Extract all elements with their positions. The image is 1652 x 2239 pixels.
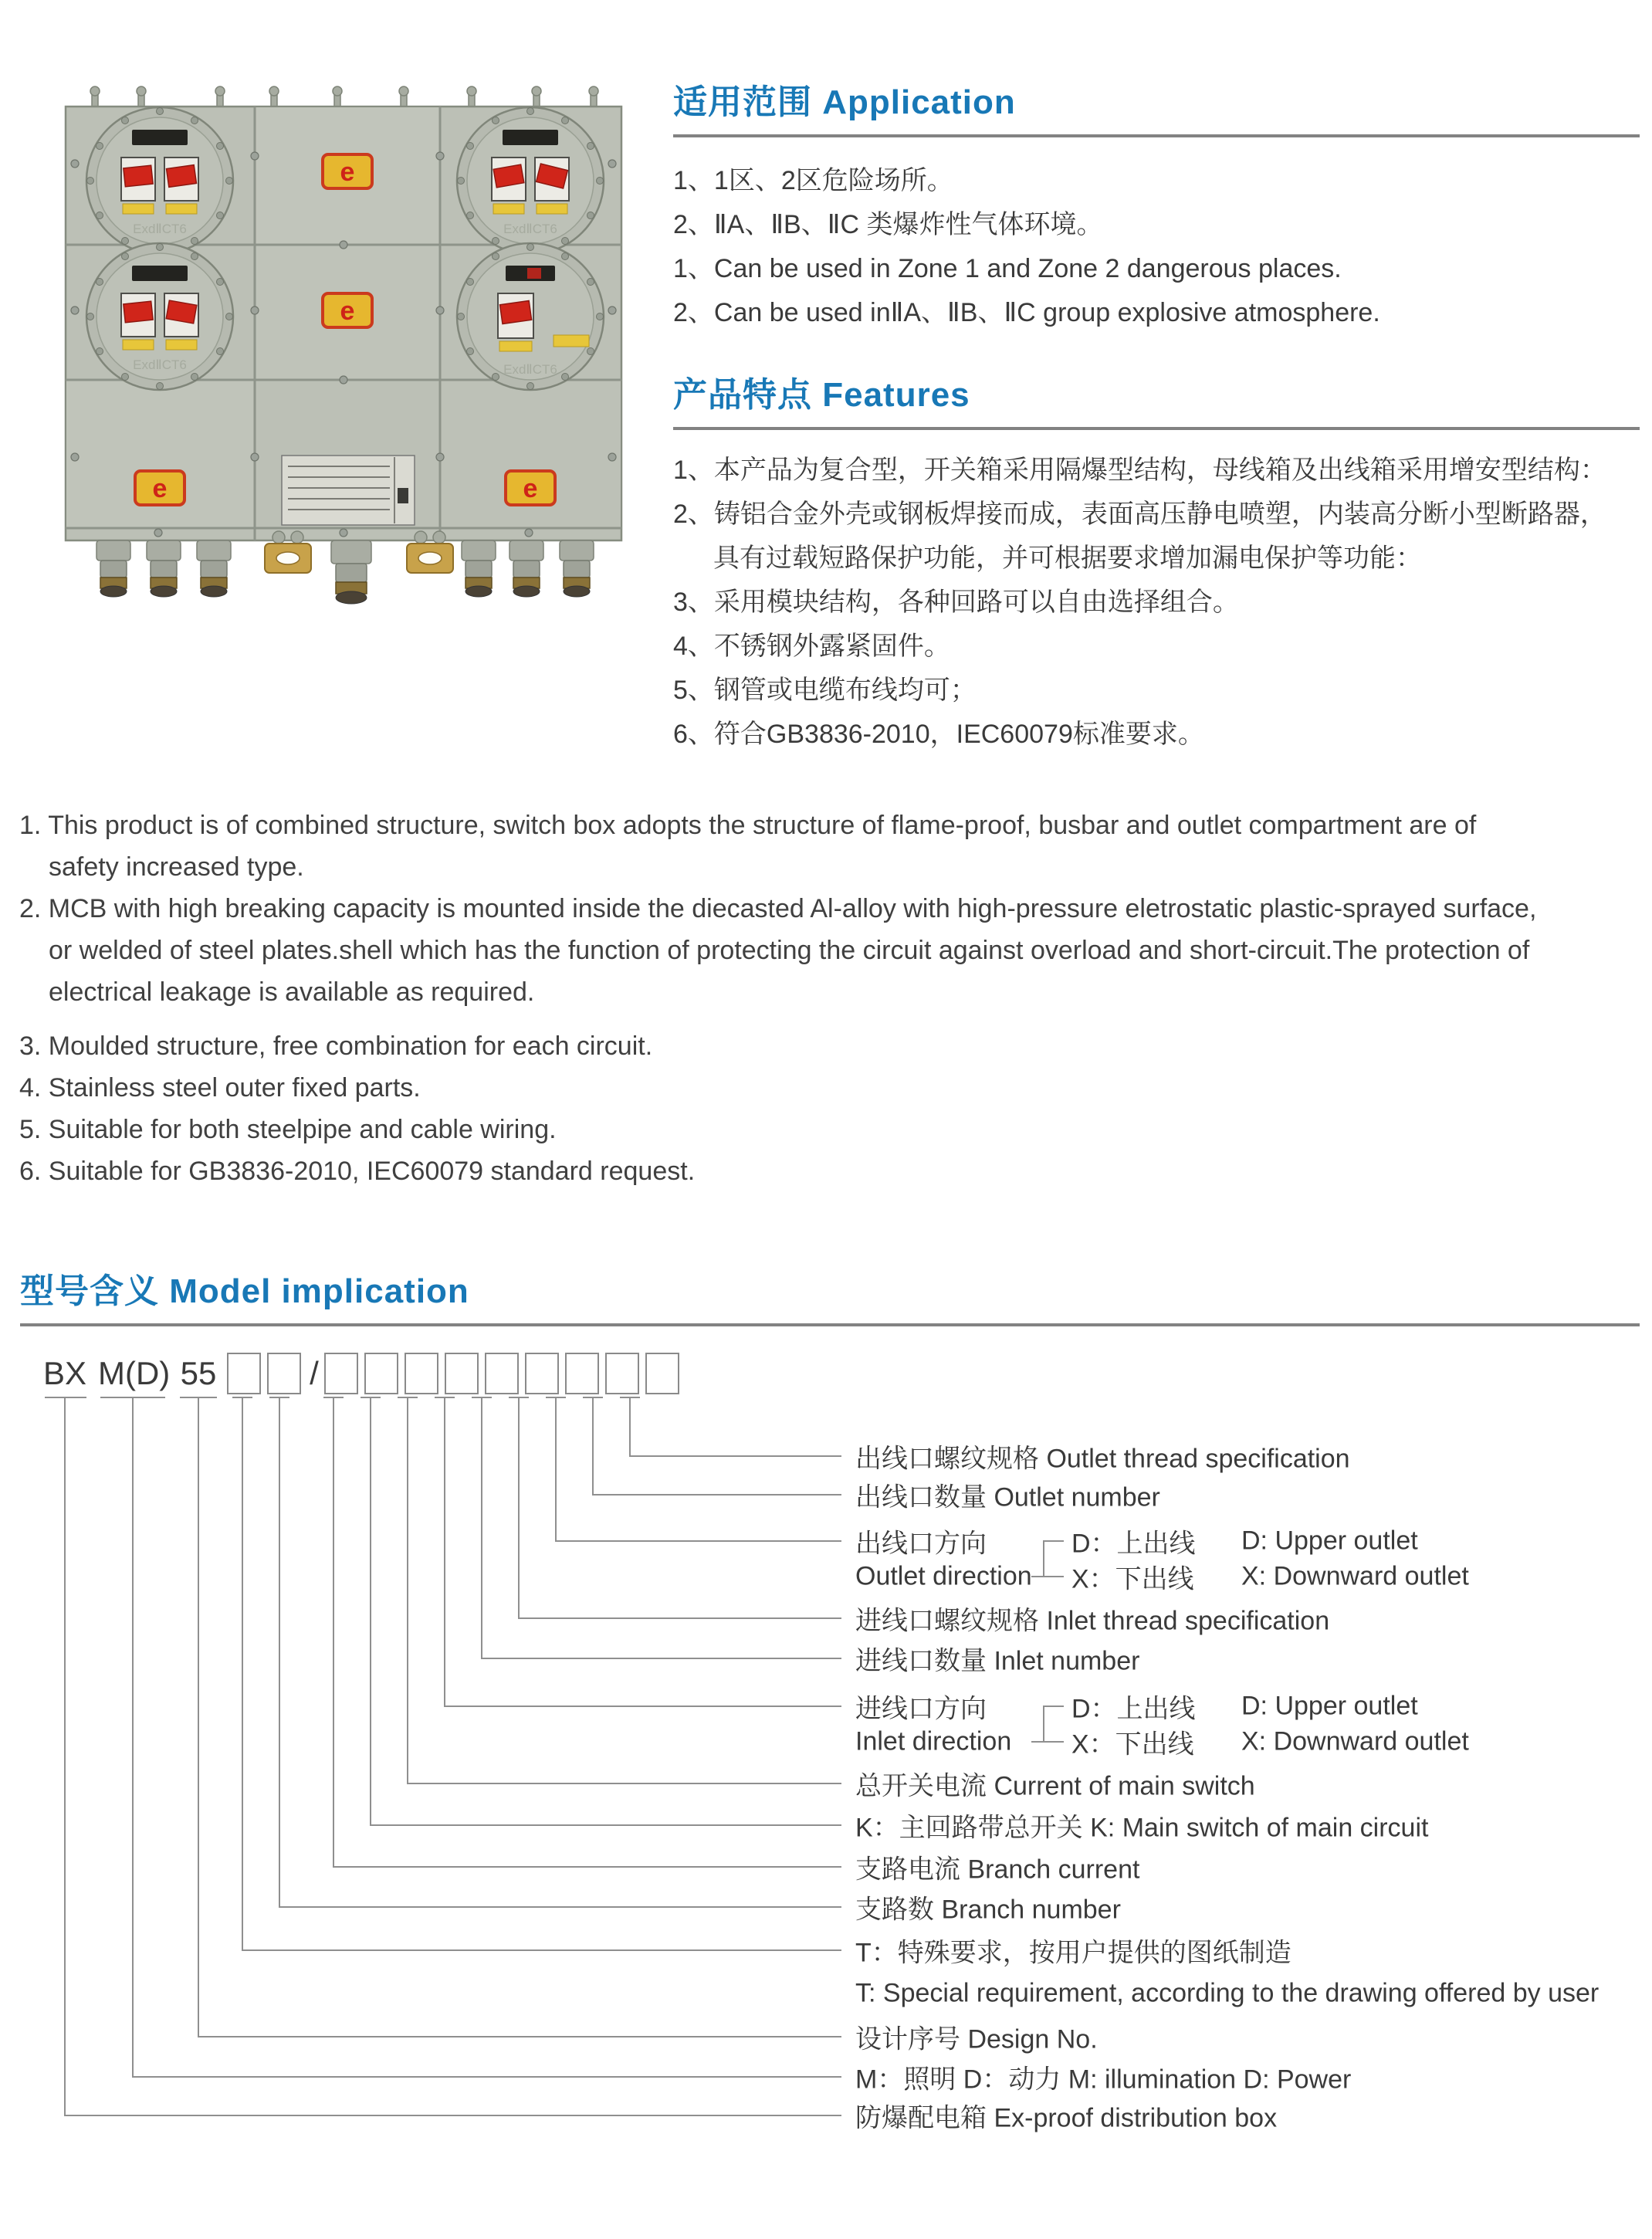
code-box xyxy=(645,1353,679,1394)
inspection-window xyxy=(132,266,188,281)
e-badge xyxy=(506,471,555,505)
code-box xyxy=(324,1353,358,1394)
model-title-rule xyxy=(20,1323,1640,1326)
callout-inlet-number: 进线口数量 Inlet number xyxy=(855,1646,1140,1676)
inspection-window xyxy=(132,130,188,145)
callout-outlet-direction-en: Outlet direction xyxy=(855,1561,1032,1591)
application-title: 适用范围 Application xyxy=(673,83,1016,121)
callout-inlet-thread: 进线口螺纹规格 Inlet thread specification xyxy=(855,1606,1330,1636)
english-feature-line: electrical leakage is available as required. xyxy=(49,977,535,1007)
code-box xyxy=(445,1353,479,1394)
switch xyxy=(164,293,198,350)
application-section xyxy=(673,74,1640,335)
circle-cover-row1-right xyxy=(457,107,604,254)
model-section xyxy=(20,1263,1640,1326)
feature-item: 4、不锈钢外露紧固件。 xyxy=(673,632,950,661)
feature-item: 2、铸铝合金外壳或钢板焊接而成，表面高压静电喷塑，内装高分断小型断路器， xyxy=(673,500,1606,529)
product-photo xyxy=(42,71,645,619)
feature-item: 5、钢管或电缆布线均可； xyxy=(673,676,977,705)
model-title: 型号含义 Model implication xyxy=(20,1272,469,1310)
code-slash: / xyxy=(310,1355,319,1391)
inlet-option-d-en: D: Upper outlet xyxy=(1241,1691,1418,1721)
code-part-55: 55 xyxy=(180,1355,217,1391)
application-title-rule xyxy=(673,134,1640,137)
switch xyxy=(492,158,526,214)
switch xyxy=(164,158,198,214)
code-part-bx: BX xyxy=(42,1355,87,1391)
callout-special-requirement-cn: T：特殊要求，按用户提供的图纸制造 xyxy=(855,1938,1291,1968)
e-badge-letter: e xyxy=(340,158,355,187)
english-feature-list xyxy=(19,804,1648,1192)
model-implication-diagram xyxy=(0,1343,1652,2231)
code-box xyxy=(267,1353,301,1394)
e-badge xyxy=(323,293,372,327)
english-feature-line: or welded of steel plates.shell which has the function of protecting the circuit against overload and short-circuit.The protection of xyxy=(49,936,1530,965)
outlet-option-x-en: X: Downward outlet xyxy=(1241,1561,1469,1591)
callout-special-requirement-en: T: Special requirement, according to the drawing offered by user xyxy=(855,1978,1600,2008)
callout-exproof-box: 防爆配电箱 Ex-proof distribution box xyxy=(855,2103,1278,2133)
english-feature-line: 3. Moulded structure, free combination for each circuit. xyxy=(19,1031,653,1061)
code-box xyxy=(525,1353,559,1394)
english-feature-line: 1. This product is of combined structure, switch box adopts the structure of flame-proof, busbar and outlet compartment are of xyxy=(19,811,1477,840)
english-feature-line: 6. Suitable for GB3836-2010, IEC60079 standard request. xyxy=(19,1157,696,1186)
callout-main-switch-current: 总开关电流 Current of main switch xyxy=(855,1771,1255,1801)
feature-item: 3、采用模块结构，各种回路可以自由选择组合。 xyxy=(673,588,1239,617)
code-box xyxy=(485,1353,519,1394)
outlet-option-x-cn: X：下出线 xyxy=(1071,1564,1194,1594)
outlet-option-d-cn: D：上出线 xyxy=(1071,1529,1196,1559)
inlet-option-x-en: X: Downward outlet xyxy=(1241,1726,1469,1756)
english-feature-line: safety increased type. xyxy=(49,852,304,882)
code-box xyxy=(405,1353,438,1394)
cable-glands xyxy=(96,540,594,604)
e-badge-letter: e xyxy=(152,474,168,503)
callout-outlet-thread: 出线口螺纹规格 Outlet thread specification xyxy=(855,1444,1350,1474)
connector-lines xyxy=(0,1343,1652,2231)
ex-marking: ExdⅡCT6 xyxy=(133,357,187,372)
ex-marking: ExdⅡCT6 xyxy=(133,222,187,236)
circle-cover-row2-right xyxy=(457,243,604,390)
callout-inlet-direction-en: Inlet direction xyxy=(855,1726,1012,1756)
feature-item-continuation: 具有过载短路保护功能，并可根据要求增加漏电保护等功能： xyxy=(713,544,1422,573)
code-box xyxy=(227,1353,261,1394)
outlet-option-d-en: D: Upper outlet xyxy=(1241,1526,1418,1556)
e-badge-letter: e xyxy=(340,296,355,326)
inlet-option-x-cn: X：下出线 xyxy=(1071,1729,1194,1760)
features-title: 产品特点 Features xyxy=(673,376,970,414)
ex-marking: ExdⅡCT6 xyxy=(503,362,557,377)
features-title-rule xyxy=(673,427,1640,430)
callout-branch-current: 支路电流 Branch current xyxy=(855,1855,1140,1885)
english-feature-line: 5. Suitable for both steelpipe and cable wiring. xyxy=(19,1115,557,1144)
application-item: 2、Can be used inⅡA、ⅡB、ⅡC group explosive atmosphere. xyxy=(673,298,1380,327)
nameplate xyxy=(282,456,415,525)
inspection-window xyxy=(503,130,558,145)
code-box xyxy=(364,1353,398,1394)
e-badge-letter: e xyxy=(523,474,538,503)
switch xyxy=(121,293,155,350)
e-badge xyxy=(135,471,184,505)
english-feature-line: 4. Stainless steel outer fixed parts. xyxy=(19,1073,421,1103)
callout-illumination-power: M：照明 D：动力 M: illumination D: Power xyxy=(855,2065,1352,2095)
callout-outlet-direction-cn: 出线口方向 xyxy=(855,1529,987,1559)
callout-main-switch-k: K：主回路带总开关 K: Main switch of main circuit xyxy=(855,1813,1429,1843)
feature-item: 6、符合GB3836-2010，IEC60079标准要求。 xyxy=(673,720,1204,749)
circle-cover-row1-left xyxy=(86,107,233,254)
features-section xyxy=(673,367,1640,757)
code-part-md: M(D) xyxy=(98,1355,171,1391)
application-item: 1、Can be used in Zone 1 and Zone 2 dangerous places. xyxy=(673,254,1342,283)
circle-cover-row2-left xyxy=(86,243,233,390)
english-feature-line: 2. MCB with high breaking capacity is mounted inside the diecasted Al-alloy with high-pressure eletrostatic plastic-sprayed surface, xyxy=(19,894,1537,923)
feature-item: 1、本产品为复合型，开关箱采用隔爆型结构，母线箱及出线箱采用增安型结构： xyxy=(673,456,1606,485)
callout-outlet-number: 出线口数量 Outlet number xyxy=(855,1482,1160,1512)
application-item: 2、ⅡA、ⅡB、ⅡC 类爆炸性气体环境。 xyxy=(673,210,1103,239)
inlet-option-d-cn: D：上出线 xyxy=(1071,1694,1196,1724)
callout-design-no: 设计序号 Design No. xyxy=(855,2024,1098,2054)
callout-inlet-direction-cn: 进线口方向 xyxy=(855,1694,987,1724)
callout-branch-number: 支路数 Branch number xyxy=(855,1895,1121,1925)
switch xyxy=(535,158,569,214)
label-strip xyxy=(553,335,589,347)
switch xyxy=(121,158,155,214)
code-box xyxy=(605,1353,639,1394)
ex-marking: ExdⅡCT6 xyxy=(503,222,557,236)
model-code-row xyxy=(42,1353,679,1394)
switch xyxy=(498,293,533,351)
code-box xyxy=(565,1353,599,1394)
e-badge xyxy=(323,154,372,188)
application-item: 1、1区、2区危险场所。 xyxy=(673,166,953,195)
